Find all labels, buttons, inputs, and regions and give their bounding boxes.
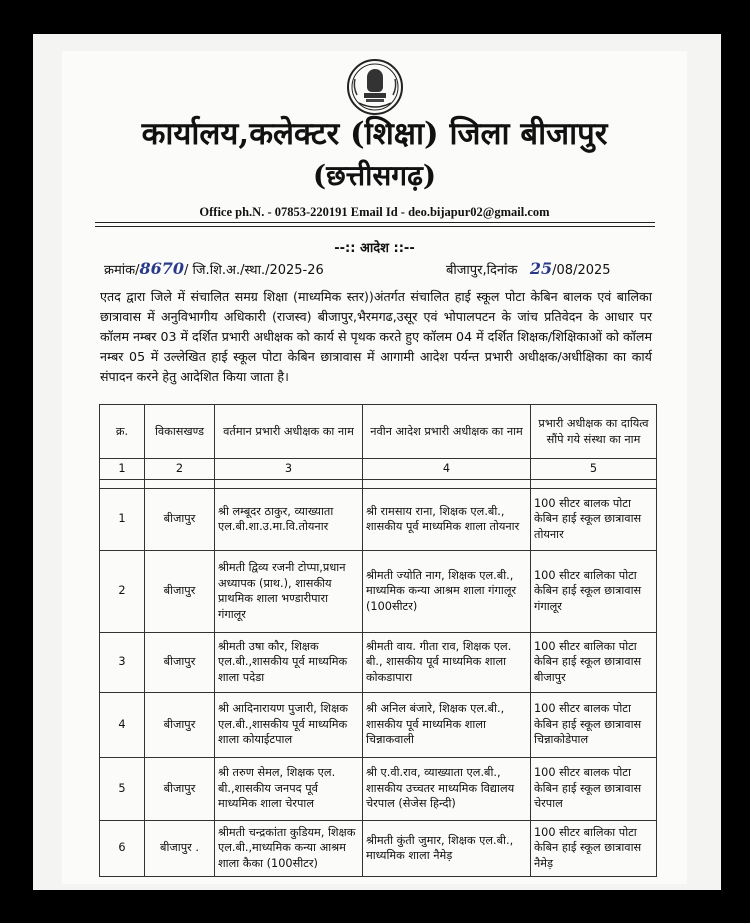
row-new-superintendent: श्री ए.वी.राव, व्याख्याता एल.बी., शासकीय उच्चतर माध्यमिक विद्यालय चेरपाल (सेजेस हिन्दी) [363,757,531,820]
row-institution: 100 सीटर बालक पोटा केबिन हाई स्कूल छात्रावास चेरपाल [531,757,657,820]
row-current-superintendent: श्रीमती उषा कौर, शिक्षक एल.बी.,शासकीय पूर्व माध्यमिक शाला पदेडा [215,632,363,692]
row-new-superintendent: श्रीमती कुंती जुमार, शिक्षक एल.बी., माध्यमिक शाला नैमेड़ [363,820,531,876]
assignment-table [99,404,657,877]
row-block: बीजापुर [145,632,215,692]
order-heading: --:: आदेश ::-- [334,241,415,256]
date-day: 25 [529,259,553,278]
row-sn: 1 [100,488,145,550]
row-new-superintendent: श्रीमती ज्योति नाग, शिक्षक एल.बी., माध्यमिक कन्या आश्रम शाला गंगालूर (100सीटर) [363,550,531,632]
row-new-superintendent: श्री रामसाय राना, शिक्षक एल.बी., शासकीय पूर्व माध्यमिक शाला तोयनार [363,488,531,550]
table-row [100,757,657,820]
row-block: बीजापुर . [145,820,215,876]
row-current-superintendent: श्री तरुण सेमल, शिक्षक एल. बी.,शासकीय जनपद पूर्व माध्यमिक शाला चेरपाल [215,757,363,820]
row-institution: 100 सीटर बालिका पोटा केबिन हाई स्कूल छात्रावास बीजापुर [531,632,657,692]
col-number: 1 [100,459,145,480]
col-number: 5 [531,459,657,480]
row-sn: 3 [100,632,145,692]
row-institution: 100 सीटर बालक पोटा केबिन हाई स्कूल छात्रावास चिन्नाकोडेपाल [531,692,657,757]
table-row [100,820,657,876]
date-prefix: बीजापुर,दिनांक [446,263,518,278]
order-body: एतद द्वारा जिले में संचालित समग्र शिक्षा (माध्यमिक स्तर))अंतर्गत संचालित हाई स्कूल पोटा केबिन बालक एवं बालिका छात्रावास में अनुविभागीय अधिकारी (राजस्व) बीजापुर,भैरमगढ,उसूर एवं भोपालपटन के जांच प्रतिवेदन के आधार पर कॉलम नम्बर 03 में दर्शित प्रभारी अधीक्षक को कार्य से पृथक करते हुए कॉलम 04 में दर्शित शिक्षक/शिक्षिकाओं को कॉलम नम्बर 05 में उल्लेखित हाई स्कूल पोटा केबिन छात्रावास में आगामी आदेश पर्यन्त प्रभारी अधीक्षक/अधीक्षिका का कार्य संपादन करने हेतु आदेशित किया जाता है। [100,289,652,384]
table-row [100,550,657,632]
table-row [100,692,657,757]
header-divider [95,222,655,223]
row-new-superintendent: श्री अनिल बंजारे, शिक्षक एल.बी., शासकीय पूर्व माध्यमिक शाला चिन्नाकवाली [363,692,531,757]
table-header-row [100,405,657,459]
office-title: कार्यालय,कलेक्टर (शिक्षा) जिला बीजापुर [141,116,608,152]
row-current-superintendent: श्री आदिनारायण पुजारी, शिक्षक एल.बी.,शासकीय पूर्व माध्यमिक शाला कोयाईटपाल [215,692,363,757]
col-number: 4 [363,459,531,480]
row-new-superintendent: श्रीमती वाय. गीता राव, शिक्षक एल. बी., शासकीय पूर्व माध्यमिक शाला कोकडापारा [363,632,531,692]
table-row [100,632,657,692]
order-reference [104,259,324,278]
col-header-new: नवीन आदेश प्रभारी अधीक्षक का नाम [363,405,531,459]
date-suffix: /08/2025 [552,263,611,278]
row-block: बीजापुर [145,488,215,550]
col-header-institution: प्रभारी अधीक्षक का दायित्व सौंपे गये संस्था का नाम [531,405,657,459]
col-header-current: वर्तमान प्रभारी अधीक्षक का नाम [215,405,363,459]
row-block: बीजापुर [145,550,215,632]
row-current-superintendent: श्रीमती चन्द्रकांता कुडियम, शिक्षक एल.बी.,माध्यमिक कन्या आश्रम शाला कैका (100सीटर) [215,820,363,876]
row-institution: 100 सीटर बालिका पोटा केबिन हाई स्कूल छात्रावास नैमेड़ [531,820,657,876]
row-institution: 100 सीटर बालक पोटा केबिन हाई स्कूल छात्रावास तोयनार [531,488,657,550]
row-sn: 4 [100,692,145,757]
ref-number: 8670 [139,259,185,278]
row-current-superintendent: श्रीमती द्विव्य रजनी टोप्पा,प्रधान अध्यापक (प्राथ.), शासकीय प्राथमिक शाला भण्डारीपारा गंगालूर [215,550,363,632]
ref-suffix: / जि.शि.अ./स्था./2025-26 [184,263,324,278]
row-sn: 5 [100,757,145,820]
row-institution: 100 सीटर बालिका पोटा केबिन हाई स्कूल छात्रावास गंगालूर [531,550,657,632]
col-header-sn: क्र. [100,405,145,459]
ref-prefix: क्रमांक/ [104,263,140,278]
header-divider-thin [95,226,655,227]
col-number: 3 [215,459,363,480]
contact-line: Office ph.N. - 07853-220191 Email Id - deo.bijapur02@gmail.com [199,205,550,219]
col-header-block: विकासखण्ड [145,405,215,459]
order-date [446,259,611,278]
row-block: बीजापुर [145,692,215,757]
state-emblem-icon [345,57,405,117]
col-number: 2 [145,459,215,480]
row-sn: 2 [100,550,145,632]
column-number-row [100,459,657,480]
table-row [100,488,657,550]
state-name: (छत्तीसगढ़) [312,159,437,192]
row-sn: 6 [100,820,145,876]
row-block: बीजापुर [145,757,215,820]
row-current-superintendent: श्री लम्बूदर ठाकुर, व्याख्याता एल.बी.शा.उ.मा.वि.तोयनार [215,488,363,550]
